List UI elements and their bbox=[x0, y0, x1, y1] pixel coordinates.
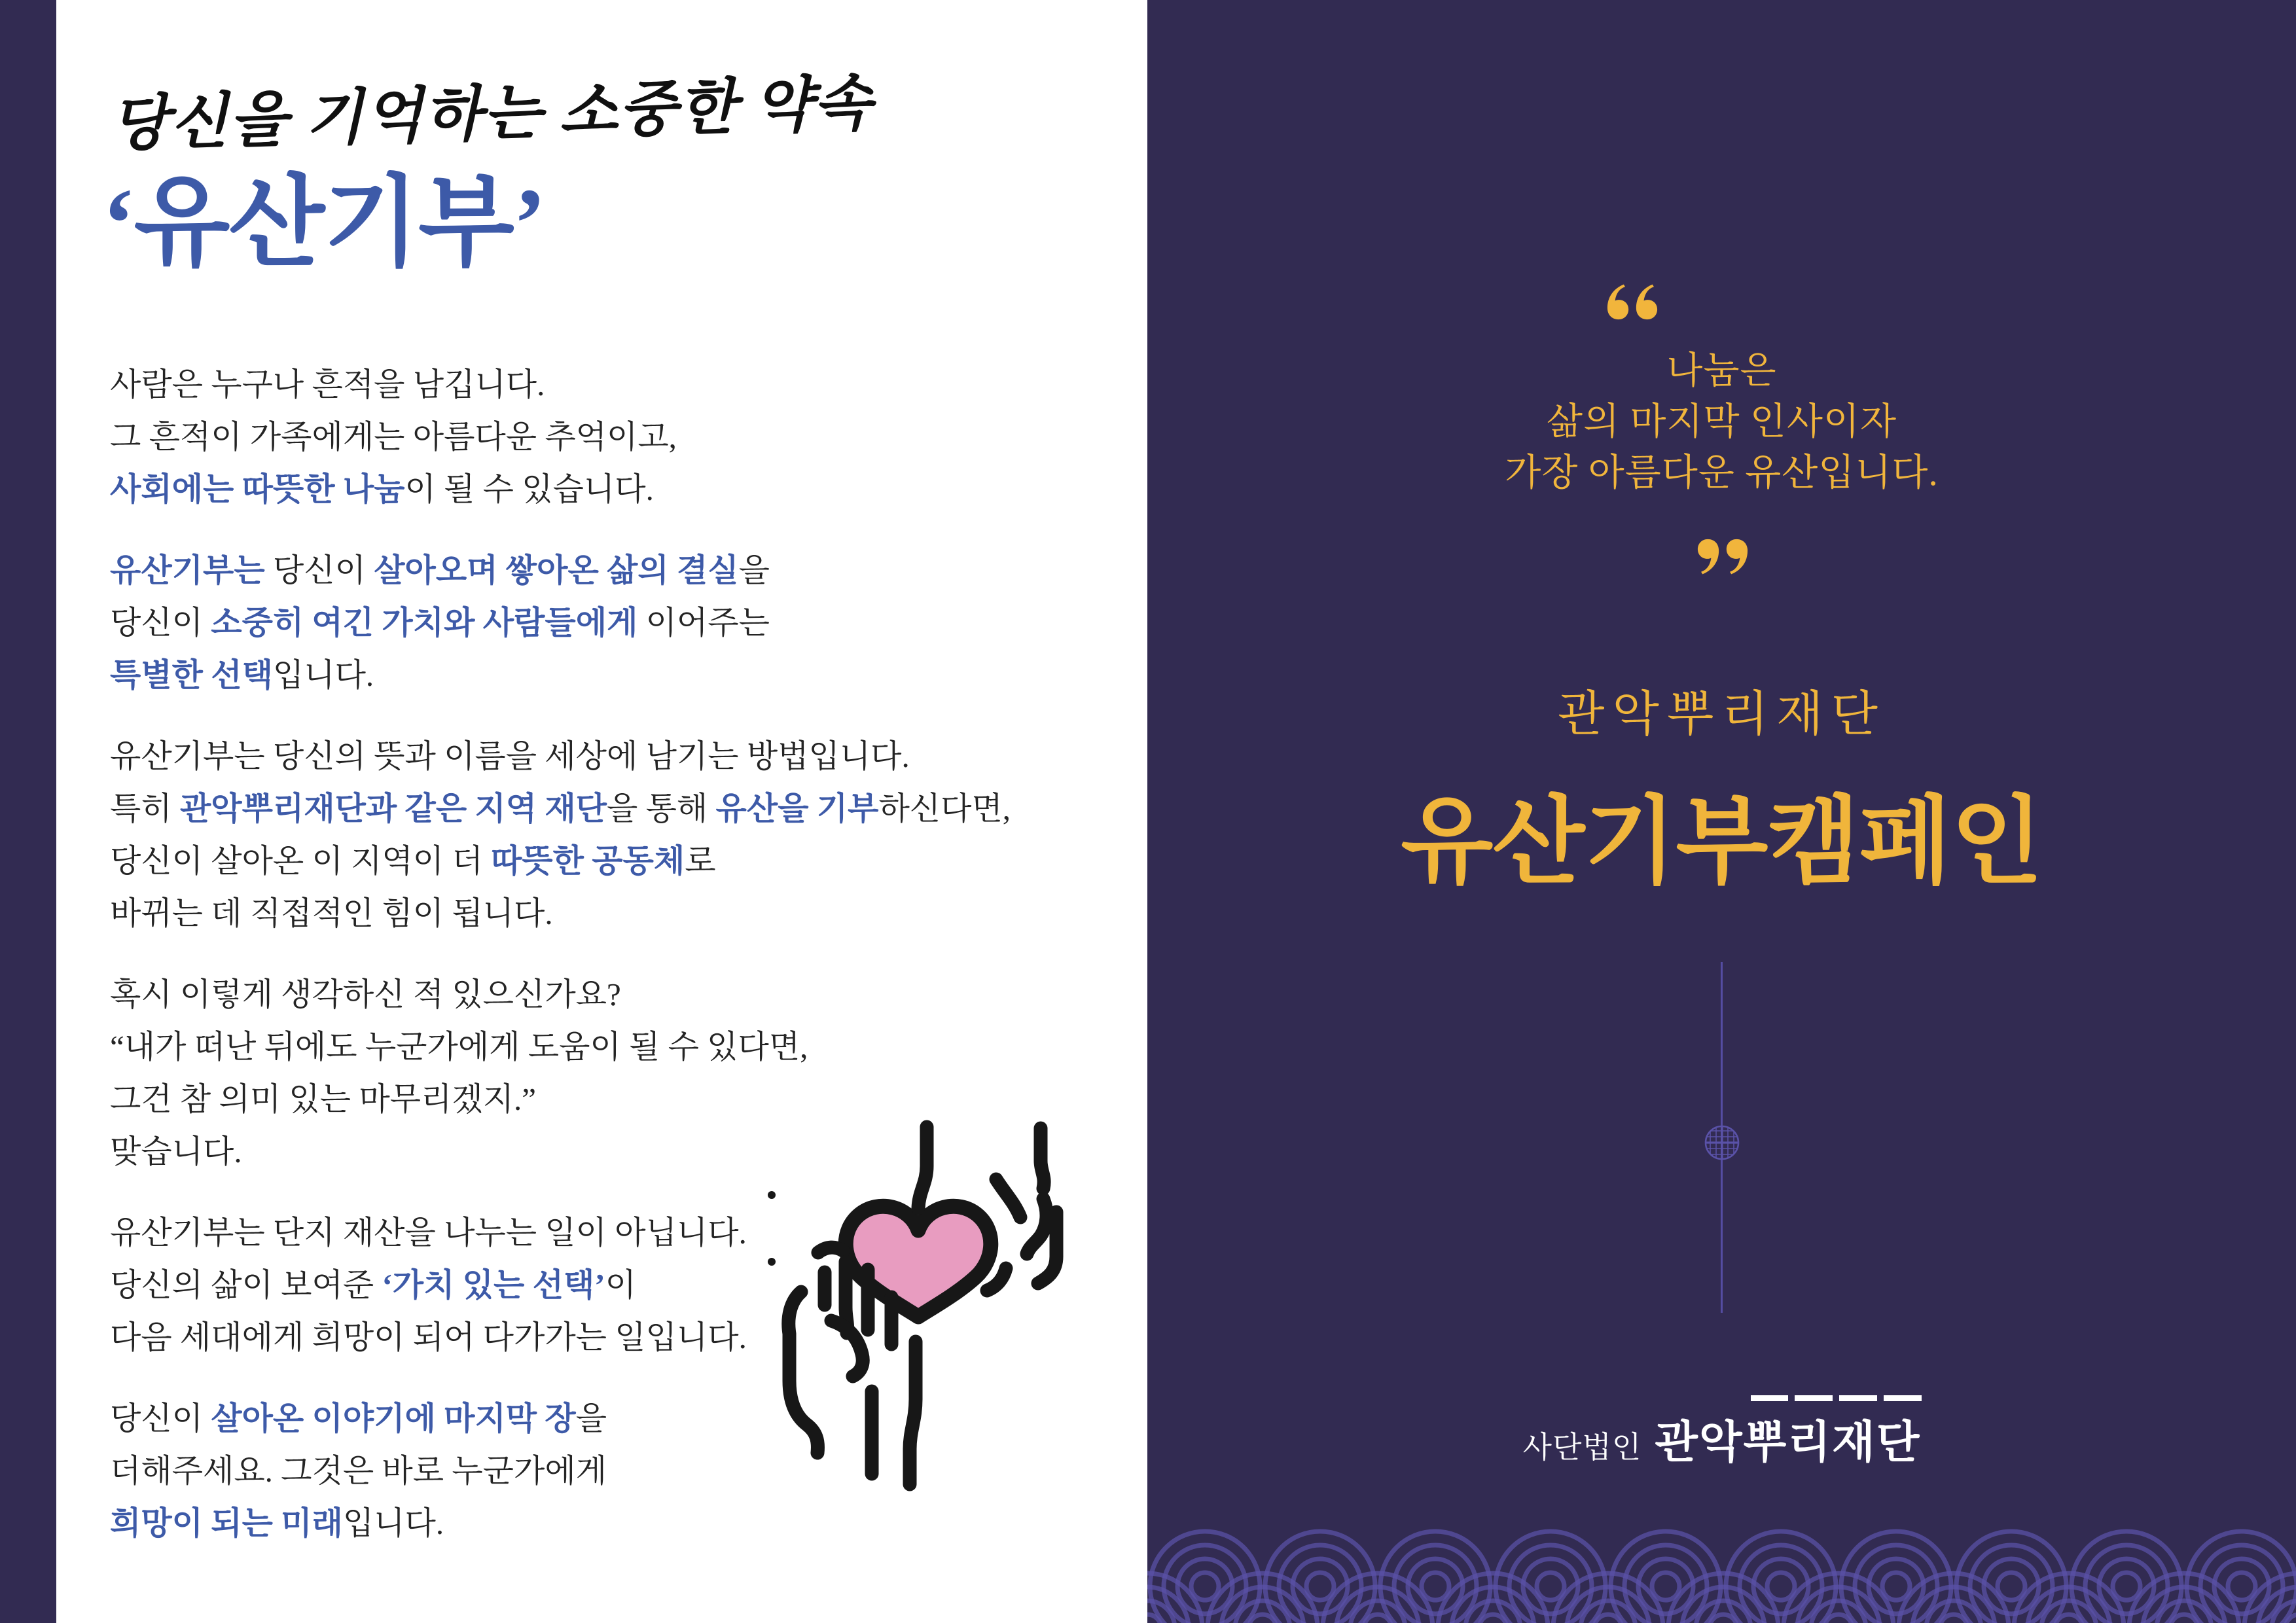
accent-run: 살아온 이야기에 마지막 장 bbox=[211, 1400, 576, 1436]
quote-close-icon bbox=[1696, 538, 1749, 576]
text-run: 혹시 이렇게 생각하신 적 있으신가요? bbox=[110, 976, 621, 1012]
text-run: 입니다. bbox=[272, 657, 374, 693]
paragraph-line bbox=[110, 1505, 444, 1541]
quote-open-icon bbox=[1605, 283, 1659, 321]
paragraph-line bbox=[110, 1215, 747, 1251]
right-panel bbox=[1147, 0, 2296, 1623]
handwritten-eyebrow: 당신을 기억하는 소중한 약속 bbox=[109, 69, 874, 158]
accent-run: 소중히 여긴 가치와 사람들에게 bbox=[211, 605, 638, 641]
left-edge-band bbox=[0, 0, 56, 1623]
paragraph-line bbox=[110, 1133, 242, 1169]
foundation-logo bbox=[1147, 1407, 2296, 1471]
accent-run: 따뜻한 공동체 bbox=[490, 843, 685, 879]
paragraph bbox=[110, 544, 1011, 702]
paragraph bbox=[110, 359, 1011, 516]
logo-bars-decoration bbox=[1751, 1395, 1922, 1401]
logo-prefix: 사단법인 bbox=[1522, 1430, 1642, 1464]
text-run: 더해주세요. 그것은 바로 누군가에게 bbox=[110, 1453, 607, 1489]
paragraph bbox=[110, 730, 1011, 940]
text-run: 당신이 살아온 이 지역이 더 bbox=[110, 843, 491, 879]
text-run: 입니다. bbox=[342, 1505, 444, 1541]
text-run: 을 bbox=[738, 552, 770, 588]
hands-holding-heart-icon bbox=[766, 1099, 1106, 1558]
text-run: 그 흔적이 가족에게는 아름다운 추억이고, bbox=[110, 419, 677, 455]
text-run: 사람은 누구나 흔적을 남깁니다. bbox=[110, 366, 545, 402]
text-run: 유산기부는 단지 재산을 나누는 일이 아닙니다. bbox=[110, 1215, 747, 1251]
logo-name-text: 관악뿌리재단 bbox=[1655, 1418, 1921, 1467]
text-run: 이 bbox=[605, 1267, 636, 1303]
campaign-title: 유산기부캠페인 bbox=[1401, 789, 2043, 895]
text-run: 을 bbox=[575, 1400, 607, 1436]
paragraph-line bbox=[110, 419, 677, 455]
logo-name bbox=[1655, 1407, 1920, 1471]
text-run: 바뀌는 데 직접적인 힘이 됩니다. bbox=[110, 895, 553, 931]
paragraph-line bbox=[110, 976, 621, 1012]
paragraph-line bbox=[110, 552, 770, 588]
paragraph-line bbox=[110, 1029, 808, 1065]
paragraph-line bbox=[110, 1319, 747, 1355]
text-run: 그건 참 의미 있는 마무리겠지.” bbox=[110, 1081, 537, 1117]
text-run: 당신이 bbox=[110, 605, 211, 641]
text-run: 을 통해 bbox=[607, 791, 716, 827]
paragraph-line bbox=[110, 1453, 607, 1489]
quote-line: 나눔은 bbox=[1666, 350, 1777, 391]
paragraph-line bbox=[110, 605, 770, 641]
text-run: 특히 bbox=[110, 791, 180, 827]
text-run: 로 bbox=[685, 843, 716, 879]
lattice-ornament-icon bbox=[1704, 1124, 1740, 1161]
paragraph-line bbox=[110, 657, 374, 693]
campaign-org: 관악뿌리재단 bbox=[1558, 687, 1886, 741]
text-run: 하신다면, bbox=[878, 791, 1011, 827]
text-run: 이 될 수 있습니다. bbox=[404, 471, 654, 507]
quote-line: 가장 아름다운 유산입니다. bbox=[1505, 452, 1939, 493]
page-title: ‘유산기부’ bbox=[102, 168, 545, 278]
text-run: 이어주는 bbox=[637, 605, 770, 641]
text-run: 당신이 bbox=[264, 552, 374, 588]
text-run: 유산기부는 당신의 뜻과 이름을 세상에 남기는 방법입니다. bbox=[110, 738, 910, 774]
paragraph-line bbox=[110, 1081, 536, 1117]
paragraph-line bbox=[110, 895, 553, 931]
accent-run: 관악뿌리재단과 같은 지역 재단 bbox=[179, 791, 607, 827]
text-run: 맞습니다. bbox=[110, 1133, 242, 1169]
accent-run: 사회에는 따뜻한 나눔 bbox=[110, 471, 405, 507]
text-run: 당신의 삶이 보여준 bbox=[110, 1267, 382, 1303]
accent-run: 특별한 선택 bbox=[110, 657, 273, 693]
accent-run: 살아오며 쌓아온 삶의 결실 bbox=[374, 552, 739, 588]
text-run: “내가 떠난 뒤에도 누군가에게 도움이 될 수 있다면, bbox=[110, 1029, 808, 1065]
quote-text bbox=[1147, 346, 2296, 499]
text-run: 다음 세대에게 희망이 되어 다가가는 일입니다. bbox=[110, 1319, 747, 1355]
paragraph-line bbox=[110, 366, 545, 402]
paragraph-line bbox=[110, 843, 716, 879]
accent-run: ‘가치 있는 선택’ bbox=[382, 1267, 605, 1303]
quote-line: 삶의 마지막 인사이자 bbox=[1546, 401, 1897, 442]
left-panel bbox=[56, 0, 1147, 1623]
wave-pattern-decoration bbox=[1147, 1518, 2296, 1623]
accent-run: 유산을 기부 bbox=[715, 791, 879, 827]
paragraph-line bbox=[110, 1400, 607, 1436]
paragraph-line bbox=[110, 1267, 636, 1303]
paragraph-line bbox=[110, 738, 910, 774]
accent-run: 유산기부는 bbox=[110, 552, 265, 588]
paragraph-line bbox=[110, 791, 1011, 827]
text-run: 당신이 bbox=[110, 1400, 211, 1436]
accent-run: 희망이 되는 미래 bbox=[110, 1505, 343, 1541]
paragraph-line bbox=[110, 471, 654, 507]
